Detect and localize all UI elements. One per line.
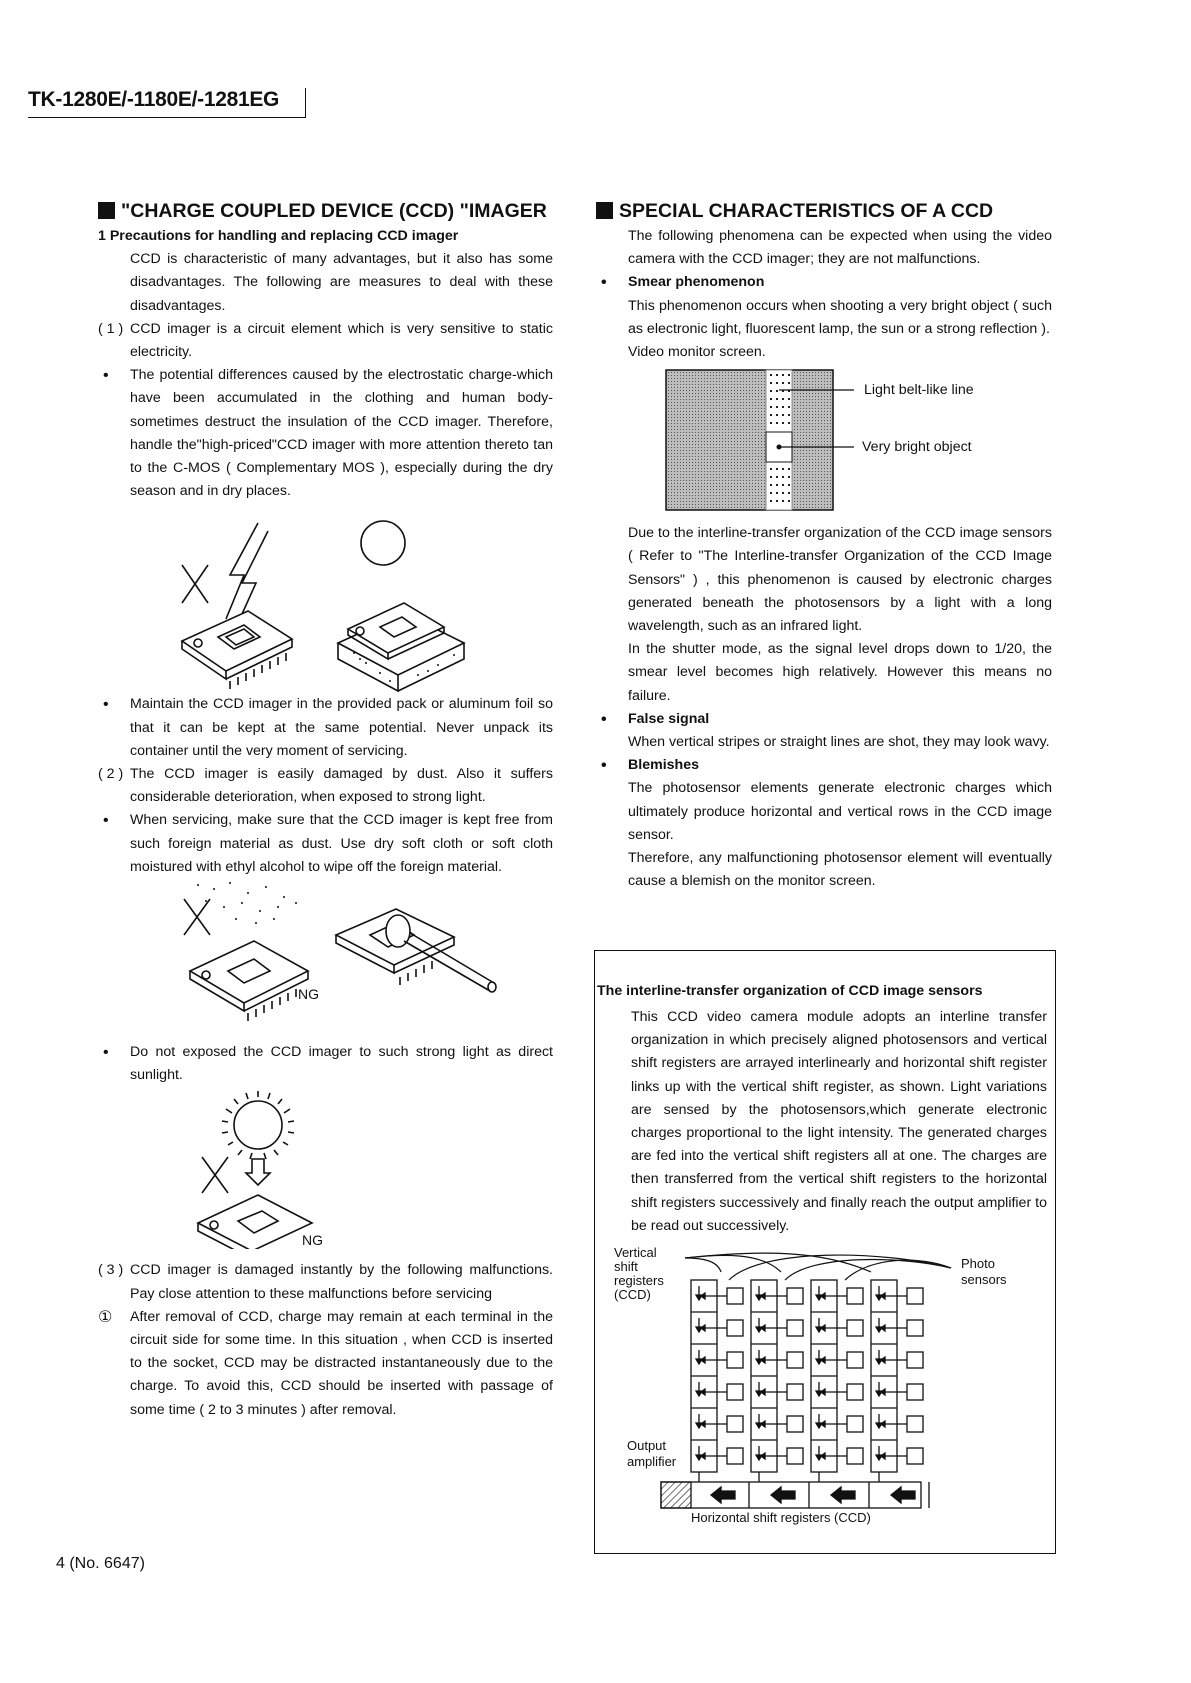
photosensor-cell [907,1416,923,1432]
blemishes-heading: • Blemishes [596,754,1052,777]
square-bullet-icon [98,202,115,219]
photosensor-cell [847,1448,863,1464]
photosensor-cell [907,1320,923,1336]
page-number: 4 (No. 6647) [56,1555,145,1572]
photosensor-cell [847,1384,863,1400]
smear-heading: • Smear phenomenon [596,271,1052,294]
vertical-label-4: (CCD) [614,1287,651,1302]
photosensor-cell [787,1384,803,1400]
photosensor-cell [727,1288,743,1304]
left-arrow-icon [891,1487,915,1503]
left-arrow-icon [771,1487,795,1503]
photosensor-cell [727,1320,743,1336]
item-1: ( 1 ) CCD imager is a circuit element which is very sensitive to static electricity. [98,320,553,361]
left-subtitle: 1 Precautions for handling and replacing CCD imager [98,228,459,244]
shift-register-grid [661,1280,929,1508]
photo-label-1: Photo [961,1256,995,1271]
right-column [596,198,1052,893]
vertical-label-3: registers [614,1273,664,1288]
false-signal-text: When vertical stripes or straight lines are shot, they may look wavy. [628,734,1050,751]
ccd-chip-icon [198,1195,312,1249]
blemishes-text: The photosensor elements generate electronic charges which ultimately produce horizontal and vertical rows in the CCD image sensor. [628,780,1052,843]
vertical-label-1: Vertical [614,1245,657,1260]
ccd-chip-wiping-icon [336,909,496,992]
photosensor-cell [847,1288,863,1304]
photosensor-cell [907,1384,923,1400]
item-2: ( 2 ) The CCD imager is easily damaged by dust. Also it suffers considerable deterioration, when exposed to strong light. [98,766,553,806]
left-arrow-icon [831,1487,855,1503]
photosensor-cell [847,1416,863,1432]
figure-sunlight [98,1087,553,1249]
left-intro: CCD is characteristic of many advantages, but it also has some disadvantages. The following are measures to deal with these disadvantages. [130,251,553,314]
photosensor-cell [907,1352,923,1368]
box-text: This CCD video camera module adopts an interline transfer organization in which precisely aligned photosensors and vertical shift registers are arrayed interlinearly and horizontal shift register links up with the vertical shift register, as shown. Light variations are sensed by the photosensors,which generate electronic charges proportional to the light intensity. The generated charges are fed into the vertical shift registers all at one. The charges are then transferred from the vertical shift registers to the horizontal shift registers successively and finally reach the output amplifier to be read out successively. [631,1009,1047,1234]
photosensor-cell [787,1320,803,1336]
sun-icon [222,1091,294,1159]
false-signal-heading: • False signal [596,708,1052,731]
bullet-static: • The potential differences caused by the electrostatic charge-which have been accumulated in the clothing and human body-sometimes destruct the insulation of the CCD imager. Therefore, handle the"high-priced"CCD imager with more attention thereto tan to the C-MOS ( Complementary MOS ), especially during the dry season and in dry places. [98,364,553,503]
blemishes-text-2: Therefore, any malfunctioning photosensor element will eventually cause a blemish on the monitor screen. [628,850,1052,890]
vertical-label-2: shift [614,1259,638,1274]
monitor-screen-icon [666,370,854,510]
figure-dust [98,879,553,1029]
figure-static-electricity [98,503,553,693]
smear-text: This phenomenon occurs when shooting a very bright object ( such as electronic light, fluorescent lamp, the sun or a strong reflection ). [628,297,1052,337]
photosensor-cell [727,1352,743,1368]
sub-item-1: ① After removal of CCD, charge may remain at each terminal in the circuit side for some time. In this situation , when CCD is inserted to the socket, CCD may be distracted instantaneously due to the charge. To avoid this, CCD should be inserted with passage of some time ( 2 to 3 minutes ) after removal. [98,1308,553,1418]
ng-label: NG [302,1232,323,1249]
left-section-title: "CHARGE COUPLED DEVICE (CCD) "IMAGER [98,198,553,224]
ccd-organization-diagram [614,1245,1041,1531]
photo-label-2: sensors [961,1272,1007,1287]
interline-transfer-box [594,950,1056,1554]
left-column [98,198,553,1422]
ccd-chip-on-foam-icon [338,603,464,691]
photosensor-cell [787,1352,803,1368]
model-header: TK-1280E/-1180E/-1281EG [28,88,306,118]
square-bullet-icon [596,202,613,219]
bullet-pack: • Maintain the CCD imager in the provided pack or aluminum foil so that it can be kept at the same potential. Never unpack its container until the very moment of servicing. [98,693,553,763]
photosensor-cell [727,1416,743,1432]
item-3: ( 3 ) CCD imager is damaged instantly by the following malfunctions. Pay close attention to these malfunctions before servicing [98,1262,553,1302]
smear-shutter: In the shutter mode, as the signal level drops down to 1/20, the smear level becomes high relatively. However this means no failure. [628,641,1052,704]
ccd-chip-icon [190,941,308,1021]
smear-explanation: Due to the interline-transfer organization of the CCD image sensors ( Refer to "The Interline-transfer Organization of the CCD Image Sensors" ) , this phenomenon is caused by electronic charges generated beneath the photosensors by a light with a long wavelength, such as an infrared light. [628,525,1052,635]
photosensor-cell [787,1448,803,1464]
left-arrow-icon [711,1487,735,1503]
ccd-chip-icon [182,611,292,689]
lightning-icon [226,523,268,623]
label-light-belt: Light belt-like line [864,382,974,399]
down-arrow-icon [246,1159,270,1185]
photosensor-cell [907,1288,923,1304]
monitor-caption: Video monitor screen. [628,344,766,361]
photosensor-cell [727,1384,743,1400]
ok-circle-icon [361,521,405,565]
photosensor-cell [847,1352,863,1368]
label-bright-object: Very bright object [862,439,972,456]
right-intro: The following phenomena can be expected when using the video camera with the CCD imager; they are not malfunctions. [628,228,1052,268]
photosensor-cell [787,1288,803,1304]
output-label-2: amplifier [627,1454,677,1469]
photosensor-cell [907,1448,923,1464]
bullet-sunlight: • Do not exposed the CCD imager to such strong light as direct sunlight. [98,1041,553,1087]
right-section-title: SPECIAL CHARACTERISTICS OF A CCD [596,198,1052,224]
photosensor-cell [727,1448,743,1464]
horizontal-label: Horizontal shift registers (CCD) [691,1510,871,1525]
photosensor-cell [787,1416,803,1432]
bullet-dust: • When servicing, make sure that the CCD imager is kept free from such foreign material as dust. Use dry soft cloth or soft cloth moistured with ethyl alcohol to wipe off the foreign material. [98,809,553,879]
ng-label: NG [298,986,319,1003]
photosensor-cell [847,1320,863,1336]
figure-monitor-screen [596,366,1052,516]
dust-particles-icon [197,882,297,924]
photo-label-leader [845,1260,951,1280]
output-label-1: Output [627,1438,667,1453]
box-title: The interline-transfer organization of CCD image sensors [597,983,983,999]
